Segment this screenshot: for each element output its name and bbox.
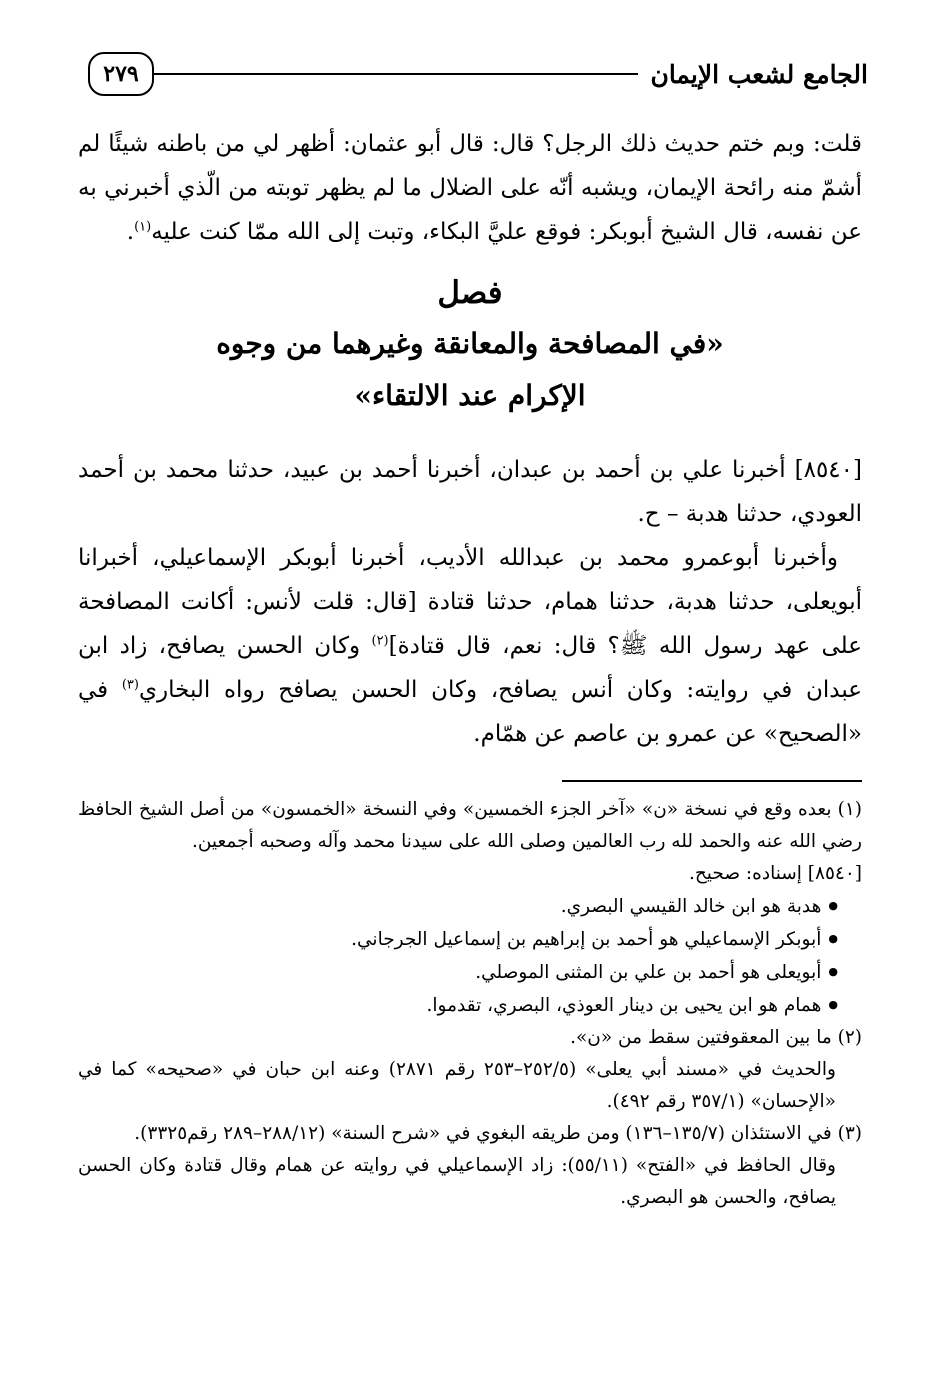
footnote-1: (١) بعده وقع في نسخة «ن» «آخر الجزء الخمسين» وفي النسخة «الخمسون» من أصل الشيخ الحافظ رضي الله عنه والحمد لله رب العالمين وصلى الله على سيدنا محمد وآله وصحبه أجمعين.: [78, 799, 862, 852]
section-subtitle-line-2: الإكرام عند الالتقاء»: [354, 379, 586, 412]
page-number: ٢٧٩: [88, 52, 154, 96]
footnote-marker-2: (٢): [371, 633, 389, 649]
running-title: الجامع لشعب الإيمان: [650, 59, 868, 89]
section-title: فصل: [437, 275, 503, 311]
list-item: ● همام هو ابن يحيى بن دينار العوذي، البصري، تقدموا.: [78, 989, 838, 1022]
page-body: [78, 122, 862, 1214]
section-subtitle-line-1: «في المصافحة والمعانقة وغيرهما من وجوه: [216, 327, 724, 360]
page-header: [88, 48, 868, 100]
hadith-paragraph-1: [٨٥٤٠] أخبرنا علي بن أحمد بن عبدان، أخبرنا أحمد بن عبيد، حدثنا محمد بن أحمد العودي، حدثنا هدبة – ح.: [78, 457, 862, 527]
footnote-3: (٣) في الاستئذان (١٣٥/٧–١٣٦) ومن طريقه البغوي في «شرح السنة» (٢٨٨/١٢–٢٨٩ رقم٣٣٢٥).: [134, 1123, 862, 1144]
intro-end: .: [126, 219, 135, 245]
footnote-marker-3: (٣): [121, 677, 139, 693]
footnote-2-continued: والحديث في «مسند أبي يعلى» (٢٥٢/٥–٢٥٣ رقم ٢٨٧١) وعنه ابن حبان في «صحيحه» كما في «الإحسان» (٣٥٧/١ رقم ٤٩٢).: [78, 1059, 836, 1112]
spacer: [78, 422, 862, 448]
footnote-2: (٢) ما بين المعقوفتين سقط من «ن».: [570, 1027, 862, 1048]
narrator-list: [78, 890, 862, 1022]
hadith-paragraph-2: [78, 536, 862, 756]
intro-text: قلت: وبم ختم حديث ذلك الرجل؟ قال: قال أبو عثمان: أظهر لي من باطنه شيئًا لم أشمّ منه رائحة الإيمان، ويشبه أنّه على الضلال ما لم يظهر توبته من الّذي أخبرني به عن نفسه، قال الشيخ أبوبكر: فوقع عليَّ البكاء، وتبت إلى الله ممّا كنت عليه: [78, 131, 862, 245]
footnotes: [78, 794, 862, 1214]
hadith-text-b: وكان الحسن يصافح، زاد ابن عبدان في روايته: وكان أنس يصافح، وكان الحسن يصافح رواه البخاري: [78, 633, 862, 703]
isnad-note: [٨٥٤٠] إسناده: صحيح.: [688, 863, 862, 884]
hadith-text-a: وأخبرنا أبوعمرو محمد بن عبدالله الأديب، أخبرنا أبوبكر الإسماعيلي، أخبرانا أبويعلى، حدثنا هدبة، حدثنا همام، حدثنا قتادة [قال: قلت لأنس: أكانت المصافحة على عهد رسول الله ﷺ؟ قال: نعم، قال قتادة]: [78, 545, 862, 659]
intro-paragraph: [78, 122, 862, 254]
footnote-separator: [562, 780, 862, 782]
header-rule: [154, 73, 638, 75]
list-item: ● أبويعلى هو أحمد بن علي بن المثنى الموصلي.: [78, 956, 838, 989]
list-item: ● هدبة هو ابن خالد القيسي البصري.: [78, 890, 838, 923]
section-heading: [78, 268, 862, 422]
footnote-marker-1: (١): [134, 219, 152, 235]
footnote-3-continued: وقال الحافظ في «الفتح» (٥٥/١١): زاد الإسماعيلي في روايته عن همام وقال قتادة وكان الحسن يصافح، والحسن هو البصري.: [78, 1155, 836, 1208]
hadith-text-c: في «الصحيح» عن عمرو بن عاصم عن همّام.: [78, 677, 862, 747]
list-item: ● أبوبكر الإسماعيلي هو أحمد بن إبراهيم بن إسماعيل الجرجاني.: [78, 923, 838, 956]
